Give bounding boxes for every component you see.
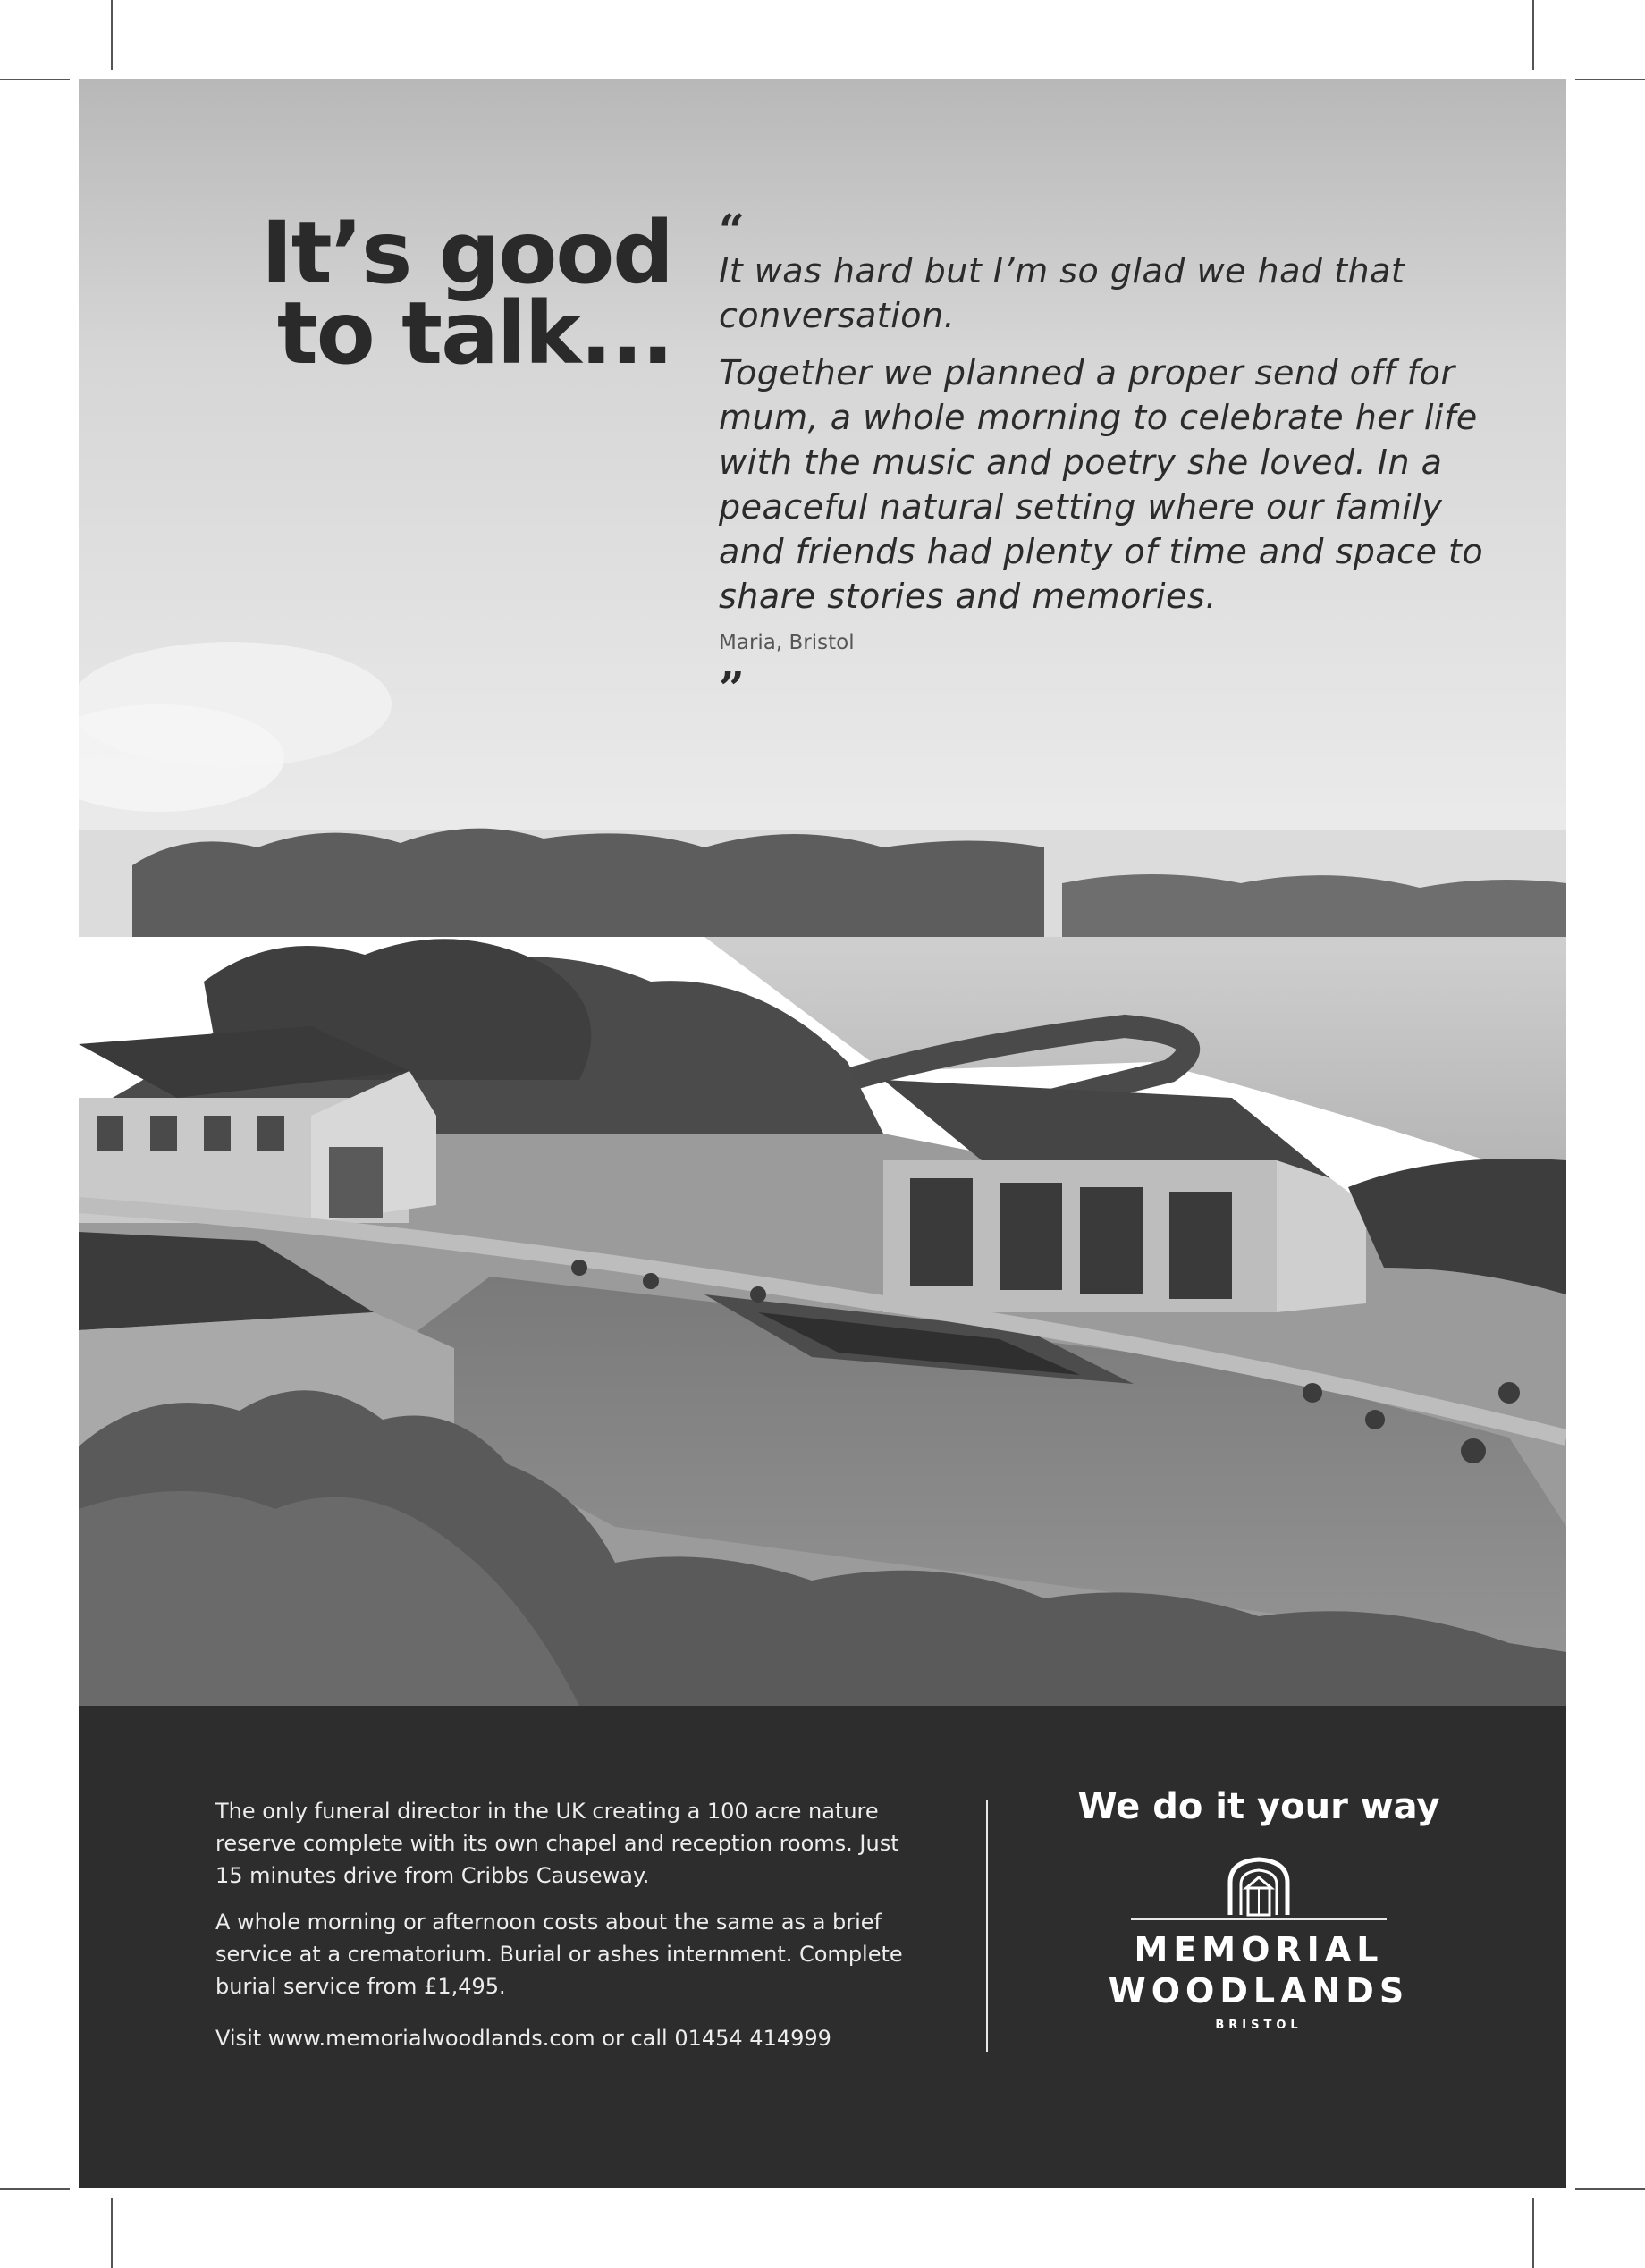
crop-mark	[1532, 0, 1534, 70]
footer-paragraph-1: The only funeral director in the UK creating a 100 acre nature reserve complete with its own chapel and reception rooms. Just 15 minutes drive from Cribbs Causeway.	[215, 1799, 899, 1888]
tagline: We do it your way	[1077, 1786, 1440, 1827]
headline-line-2: to talk...	[276, 283, 672, 384]
logo-wordmark-line-2: WOODLANDS	[1108, 1971, 1410, 2011]
footer-contact: Visit www.memorialwoodlands.com or call 01454 414999	[215, 2026, 831, 2051]
logo-location: BRISTOL	[1215, 2019, 1303, 2032]
testimonial	[719, 204, 1488, 714]
testimonial-attribution: Maria, Bristol	[719, 631, 855, 654]
crop-mark	[0, 79, 70, 80]
crop-mark	[0, 2188, 70, 2190]
chapel-icon	[1223, 1856, 1295, 1918]
crop-mark	[1575, 79, 1645, 80]
brand-block	[1062, 1786, 1455, 2032]
crop-mark	[1575, 2188, 1645, 2190]
headline	[261, 203, 672, 384]
logo-wordmark-line-1: MEMORIAL	[1134, 1930, 1384, 1969]
footer-copy	[215, 1795, 904, 2069]
crop-mark	[111, 2198, 113, 2268]
close-quote-mark: ”	[719, 662, 745, 714]
testimonial-paragraph-1: It was hard but I’m so glad we had that conversation.	[719, 251, 1405, 335]
testimonial-paragraph-2: Together we planned a proper send off for mum, a whole morning to celebrate her life with the music and poetry she loved. In a peaceful natural setting where our family and friends had plenty of time and space to share stories and memories.	[719, 353, 1484, 616]
crop-mark	[1532, 2198, 1534, 2268]
footer-paragraph-2: A whole morning or afternoon costs about the same as a brief service at a crematorium. Burial or ashes internment. Complete burial service from £1,495.	[215, 1910, 903, 1999]
logo-rule	[1131, 1918, 1387, 1920]
advert	[79, 79, 1566, 2188]
footer-divider	[986, 1800, 988, 2052]
open-quote-mark: “	[719, 204, 745, 257]
headline-line-1: It’s good	[261, 203, 672, 303]
footer-panel	[79, 1706, 1566, 2188]
crop-mark	[111, 0, 113, 70]
